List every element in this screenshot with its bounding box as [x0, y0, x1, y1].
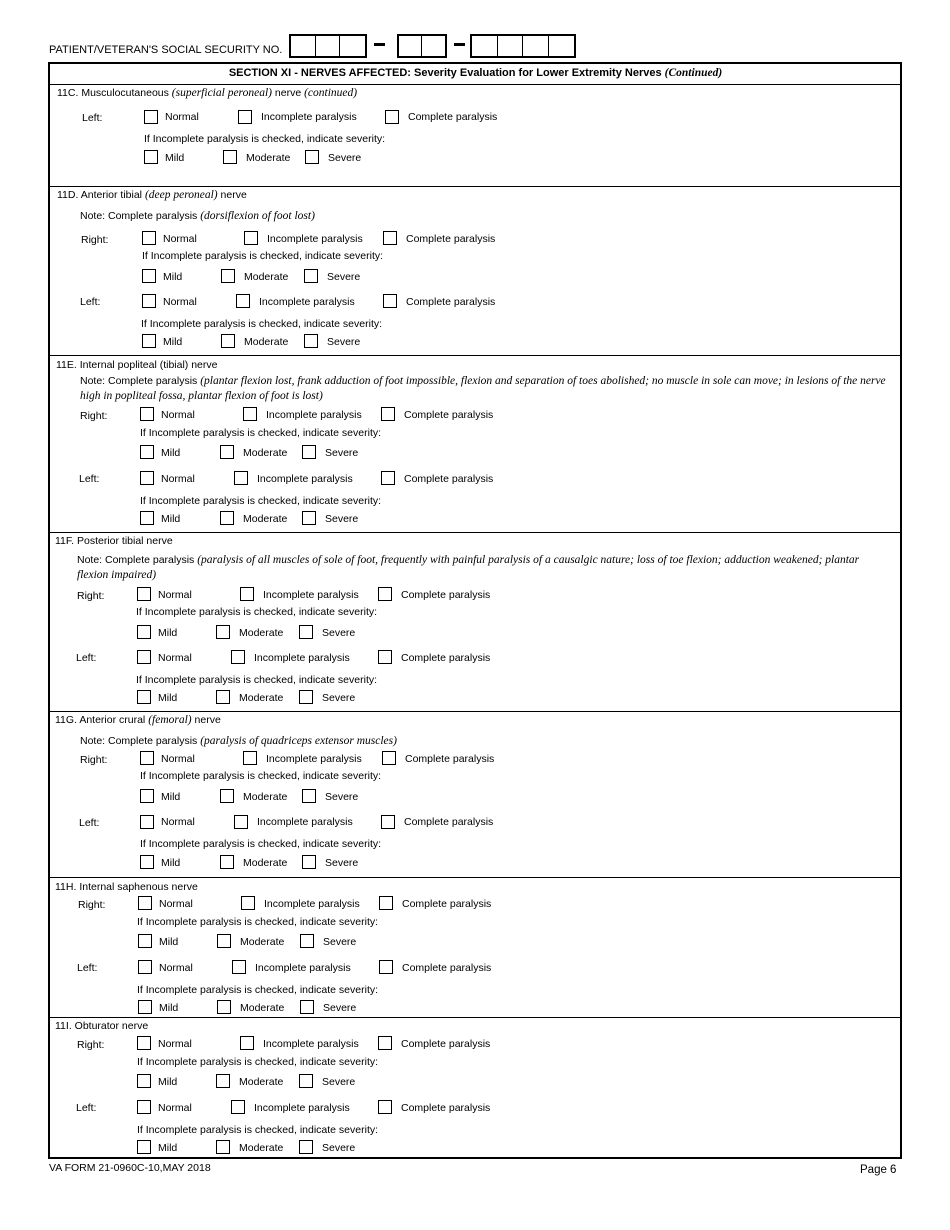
severity-moderate-label: Moderate — [239, 692, 284, 704]
option-complete-label: Complete paralysis — [404, 816, 494, 828]
checkbox-11e-right-complete[interactable] — [381, 407, 395, 421]
option-complete-label: Complete paralysis — [408, 111, 498, 123]
checkbox-11f-right-complete[interactable] — [378, 587, 392, 601]
option-complete-label: Complete paralysis — [401, 589, 491, 601]
option-normal-label: Normal — [161, 409, 195, 421]
nerve-11d-note-a: Note: Complete paralysis — [80, 210, 201, 222]
checkbox-11h-left-moderate[interactable] — [217, 1000, 231, 1014]
checkbox-11d-right-normal[interactable] — [142, 231, 156, 245]
option-incomplete-label: Incomplete paralysis — [254, 1102, 350, 1114]
severity-moderate-label: Moderate — [240, 1002, 285, 1014]
checkbox-11c-left-normal[interactable] — [144, 110, 158, 124]
checkbox-11i-right-complete[interactable] — [378, 1036, 392, 1050]
severity-severe-label: Severe — [327, 336, 361, 348]
severity-prompt: If Incomplete paralysis is checked, indicate severity: — [136, 674, 378, 686]
nerve-11f-note — [77, 553, 889, 583]
severity-moderate-label: Moderate — [243, 447, 288, 459]
severity-mild-label: Mild — [158, 692, 178, 704]
checkbox-11d-right-mild[interactable] — [142, 269, 156, 283]
option-incomplete-label: Incomplete paralysis — [264, 898, 360, 910]
option-complete-label: Complete paralysis — [401, 1102, 491, 1114]
severity-prompt: If Incomplete paralysis is checked, indicate severity: — [140, 427, 382, 439]
checkbox-11g-left-normal[interactable] — [140, 815, 154, 829]
nerve-11d-title — [57, 189, 247, 202]
severity-moderate-label: Moderate — [243, 857, 288, 869]
option-normal-label: Normal — [158, 1038, 192, 1050]
severity-prompt: If Incomplete paralysis is checked, indicate severity: — [137, 1056, 379, 1068]
checkbox-11g-left-severe[interactable] — [302, 855, 316, 869]
nerve-11g-note-a: Note: Complete paralysis — [80, 735, 201, 747]
checkbox-11d-left-moderate[interactable] — [221, 334, 235, 348]
checkbox-11f-right-moderate[interactable] — [216, 625, 230, 639]
section-title — [49, 67, 902, 80]
nerve-11i-title: 11I. Obturator nerve — [55, 1020, 149, 1032]
checkbox-11h-right-complete[interactable] — [379, 896, 393, 910]
ssn-part-2-input[interactable] — [397, 34, 447, 58]
severity-severe-label: Severe — [323, 1002, 357, 1014]
severity-mild-label: Mild — [161, 513, 181, 525]
checkbox-11c-left-moderate[interactable] — [223, 150, 237, 164]
option-normal-label: Normal — [161, 816, 195, 828]
severity-mild-label: Mild — [158, 1076, 178, 1088]
section-title-continued: (Continued) — [664, 67, 723, 79]
checkbox-11d-right-incomplete[interactable] — [244, 231, 258, 245]
checkbox-11f-left-incomplete[interactable] — [231, 650, 245, 664]
checkbox-11h-right-severe[interactable] — [300, 934, 314, 948]
nerve-11c-title-c: nerve — [271, 87, 305, 99]
checkbox-11e-left-severe[interactable] — [302, 511, 316, 525]
checkbox-11i-right-normal[interactable] — [137, 1036, 151, 1050]
option-complete-label: Complete paralysis — [401, 1038, 491, 1050]
severity-prompt: If Incomplete paralysis is checked, indicate severity: — [140, 495, 382, 507]
severity-mild-label: Mild — [159, 1002, 179, 1014]
option-normal-label: Normal — [161, 753, 195, 765]
checkbox-11i-left-severe[interactable] — [299, 1140, 313, 1154]
nerve-11c-title-b: (superficial peroneal) — [171, 87, 272, 99]
severity-severe-label: Severe — [322, 1142, 356, 1154]
checkbox-11h-left-severe[interactable] — [300, 1000, 314, 1014]
option-normal-label: Normal — [158, 589, 192, 601]
side-label-left: Left: — [76, 1102, 97, 1114]
severity-prompt: If Incomplete paralysis is checked, indicate severity: — [136, 606, 378, 618]
checkbox-11d-right-moderate[interactable] — [221, 269, 235, 283]
divider — [49, 355, 902, 356]
severity-moderate-label: Moderate — [243, 513, 288, 525]
option-complete-label: Complete paralysis — [402, 898, 492, 910]
side-label-right: Right: — [80, 410, 108, 422]
severity-moderate-label: Moderate — [239, 627, 284, 639]
side-label-left: Left: — [77, 962, 98, 974]
checkbox-11h-left-normal[interactable] — [138, 960, 152, 974]
severity-severe-label: Severe — [327, 271, 361, 283]
nerve-11e-note-a: Note: Complete paralysis — [80, 375, 201, 387]
severity-severe-label: Severe — [325, 791, 359, 803]
checkbox-11e-right-normal[interactable] — [140, 407, 154, 421]
option-incomplete-label: Incomplete paralysis — [267, 233, 363, 245]
side-label-left: Left: — [79, 473, 100, 485]
nerve-11g-note-b: (paralysis of quadriceps extensor muscles) — [200, 735, 397, 747]
severity-prompt: If Incomplete paralysis is checked, indicate severity: — [141, 318, 383, 330]
checkbox-11g-left-incomplete[interactable] — [234, 815, 248, 829]
divider — [49, 84, 902, 85]
severity-prompt: If Incomplete paralysis is checked, indicate severity: — [137, 984, 379, 996]
severity-mild-label: Mild — [161, 857, 181, 869]
checkbox-11d-right-complete[interactable] — [383, 231, 397, 245]
checkbox-11e-right-mild[interactable] — [140, 445, 154, 459]
checkbox-11h-right-incomplete[interactable] — [241, 896, 255, 910]
checkbox-11d-left-incomplete[interactable] — [236, 294, 250, 308]
checkbox-11c-left-incomplete[interactable] — [238, 110, 252, 124]
checkbox-11d-left-severe[interactable] — [304, 334, 318, 348]
nerve-11g-title-c: nerve — [191, 714, 221, 726]
checkbox-11d-left-complete[interactable] — [383, 294, 397, 308]
checkbox-11f-left-complete[interactable] — [378, 650, 392, 664]
nerve-11f-note-b: (paralysis of all muscles of sole of foot, frequently with painful paralysis of a causalgic nature; loss of toe flexion; adduction weakened; plantar flexion impaired) — [77, 554, 860, 581]
option-incomplete-label: Incomplete paralysis — [257, 816, 353, 828]
option-complete-label: Complete paralysis — [404, 473, 494, 485]
checkbox-11g-left-complete[interactable] — [381, 815, 395, 829]
checkbox-11f-left-severe[interactable] — [299, 690, 313, 704]
checkbox-11e-left-complete[interactable] — [381, 471, 395, 485]
side-label-right: Right: — [80, 754, 108, 766]
option-complete-label: Complete paralysis — [406, 296, 496, 308]
nerve-11d-note — [80, 210, 315, 223]
severity-mild-label: Mild — [163, 336, 183, 348]
option-normal-label: Normal — [163, 296, 197, 308]
nerve-11d-title-b: (deep peroneal) — [144, 189, 218, 201]
checkbox-11e-left-moderate[interactable] — [220, 511, 234, 525]
checkbox-11i-left-complete[interactable] — [378, 1100, 392, 1114]
divider — [49, 532, 902, 533]
checkbox-11d-left-normal[interactable] — [142, 294, 156, 308]
option-normal-label: Normal — [158, 652, 192, 664]
option-incomplete-label: Incomplete paralysis — [261, 111, 357, 123]
side-label-left: Left: — [80, 296, 101, 308]
checkbox-11g-right-normal[interactable] — [140, 751, 154, 765]
nerve-11d-note-b: (dorsiflexion of foot lost) — [200, 210, 315, 222]
checkbox-11e-left-normal[interactable] — [140, 471, 154, 485]
nerve-11e-note-b: (plantar flexion lost, frank adduction of foot impossible, flexion and separation of toes abolished; no muscle in sole can move; in lesions of the nerve high in popliteal fossa, plantar flexion of foot is lost) — [80, 375, 886, 402]
nerve-11d-title-c: nerve — [217, 189, 247, 201]
option-complete-label: Complete paralysis — [405, 753, 495, 765]
checkbox-11e-left-incomplete[interactable] — [234, 471, 248, 485]
option-normal-label: Normal — [165, 111, 199, 123]
option-incomplete-label: Incomplete paralysis — [259, 296, 355, 308]
nerve-11f-title: 11F. Posterior tibial nerve — [55, 535, 173, 547]
divider — [49, 877, 902, 878]
option-incomplete-label: Incomplete paralysis — [266, 409, 362, 421]
nerve-11d-title-a: 11D. Anterior tibial — [57, 189, 145, 201]
ssn-dash-1 — [374, 43, 385, 46]
nerve-11g-note — [80, 735, 397, 748]
severity-mild-label: Mild — [161, 447, 181, 459]
ssn-dash-2 — [454, 43, 465, 46]
side-label-left: Left: — [79, 817, 100, 829]
side-label-right: Right: — [78, 899, 106, 911]
side-label-left: Left: — [82, 112, 103, 124]
severity-severe-label: Severe — [325, 447, 359, 459]
checkbox-11c-left-complete[interactable] — [385, 110, 399, 124]
checkbox-11g-left-moderate[interactable] — [220, 855, 234, 869]
checkbox-11i-left-incomplete[interactable] — [231, 1100, 245, 1114]
checkbox-11f-left-mild[interactable] — [137, 690, 151, 704]
option-normal-label: Normal — [161, 473, 195, 485]
section-title-main: SECTION XI - NERVES AFFECTED: Severity Evaluation for Lower Extremity Nerves — [228, 67, 665, 79]
severity-severe-label: Severe — [322, 692, 356, 704]
severity-moderate-label: Moderate — [239, 1076, 284, 1088]
checkbox-11g-left-mild[interactable] — [140, 855, 154, 869]
severity-mild-label: Mild — [158, 1142, 178, 1154]
checkbox-11g-right-mild[interactable] — [140, 789, 154, 803]
checkbox-11h-right-mild[interactable] — [138, 934, 152, 948]
severity-severe-label: Severe — [322, 627, 356, 639]
checkbox-11i-right-moderate[interactable] — [216, 1074, 230, 1088]
checkbox-11i-right-mild[interactable] — [137, 1074, 151, 1088]
option-normal-label: Normal — [159, 962, 193, 974]
option-complete-label: Complete paralysis — [402, 962, 492, 974]
checkbox-11h-left-mild[interactable] — [138, 1000, 152, 1014]
severity-prompt: If Incomplete paralysis is checked, indicate severity: — [140, 838, 382, 850]
nerve-11c-title — [57, 87, 357, 100]
side-label-right: Right: — [81, 234, 109, 246]
checkbox-11e-right-incomplete[interactable] — [243, 407, 257, 421]
checkbox-11i-right-incomplete[interactable] — [240, 1036, 254, 1050]
divider — [49, 186, 902, 187]
option-complete-label: Complete paralysis — [404, 409, 494, 421]
nerve-11e-title: 11E. Internal popliteal (tibial) nerve — [56, 359, 218, 371]
option-incomplete-label: Incomplete paralysis — [257, 473, 353, 485]
checkbox-11c-left-mild[interactable] — [144, 150, 158, 164]
nerve-11f-note-a: Note: Complete paralysis — [77, 554, 198, 566]
severity-moderate-label: Moderate — [239, 1142, 284, 1154]
nerve-11c-title-d: (continued) — [304, 87, 358, 99]
checkbox-11h-right-normal[interactable] — [138, 896, 152, 910]
checkbox-11f-left-normal[interactable] — [137, 650, 151, 664]
severity-severe-label: Severe — [325, 857, 359, 869]
severity-mild-label: Mild — [159, 936, 179, 948]
checkbox-11e-left-mild[interactable] — [140, 511, 154, 525]
checkbox-11i-right-severe[interactable] — [299, 1074, 313, 1088]
severity-prompt: If Incomplete paralysis is checked, indicate severity: — [144, 133, 386, 145]
severity-severe-label: Severe — [323, 936, 357, 948]
side-label-right: Right: — [77, 590, 105, 602]
severity-mild-label: Mild — [161, 791, 181, 803]
severity-severe-label: Severe — [325, 513, 359, 525]
option-incomplete-label: Incomplete paralysis — [254, 652, 350, 664]
checkbox-11g-right-incomplete[interactable] — [243, 751, 257, 765]
divider — [49, 711, 902, 712]
nerve-11c-title-a: 11C. Musculocutaneous — [57, 87, 172, 99]
checkbox-11g-right-severe[interactable] — [302, 789, 316, 803]
checkbox-11h-left-complete[interactable] — [379, 960, 393, 974]
checkbox-11d-right-severe[interactable] — [304, 269, 318, 283]
checkbox-11g-right-moderate[interactable] — [220, 789, 234, 803]
nerve-11g-title-a: 11G. Anterior crural — [55, 714, 149, 726]
severity-mild-label: Mild — [158, 627, 178, 639]
form-id: VA FORM 21-0960C-10,MAY 2018 — [49, 1162, 211, 1174]
severity-severe-label: Severe — [322, 1076, 356, 1088]
checkbox-11i-left-normal[interactable] — [137, 1100, 151, 1114]
checkbox-11f-right-incomplete[interactable] — [240, 587, 254, 601]
option-incomplete-label: Incomplete paralysis — [266, 753, 362, 765]
checkbox-11h-left-incomplete[interactable] — [232, 960, 246, 974]
severity-prompt: If Incomplete paralysis is checked, indicate severity: — [137, 1124, 379, 1136]
checkbox-11d-left-mild[interactable] — [142, 334, 156, 348]
option-incomplete-label: Incomplete paralysis — [263, 1038, 359, 1050]
checkbox-11f-right-mild[interactable] — [137, 625, 151, 639]
severity-moderate-label: Moderate — [244, 271, 289, 283]
option-incomplete-label: Incomplete paralysis — [255, 962, 351, 974]
severity-mild-label: Mild — [163, 271, 183, 283]
page-number: Page 6 — [860, 1164, 897, 1176]
severity-moderate-label: Moderate — [240, 936, 285, 948]
checkbox-11e-right-severe[interactable] — [302, 445, 316, 459]
checkbox-11f-left-moderate[interactable] — [216, 690, 230, 704]
ssn-part-3-input[interactable] — [470, 34, 576, 58]
nerve-11e-note — [80, 374, 890, 404]
option-complete-label: Complete paralysis — [401, 652, 491, 664]
option-complete-label: Complete paralysis — [406, 233, 496, 245]
side-label-left: Left: — [76, 652, 97, 664]
option-normal-label: Normal — [163, 233, 197, 245]
nerve-11g-title-b: (femoral) — [148, 714, 192, 726]
checkbox-11f-right-normal[interactable] — [137, 587, 151, 601]
option-normal-label: Normal — [158, 1102, 192, 1114]
severity-prompt: If Incomplete paralysis is checked, indicate severity: — [137, 916, 379, 928]
side-label-right: Right: — [77, 1039, 105, 1051]
checkbox-11i-left-moderate[interactable] — [216, 1140, 230, 1154]
checkbox-11g-right-complete[interactable] — [382, 751, 396, 765]
severity-severe-label: Severe — [328, 152, 362, 164]
severity-moderate-label: Moderate — [246, 152, 291, 164]
checkbox-11f-right-severe[interactable] — [299, 625, 313, 639]
nerve-11h-title: 11H. Internal saphenous nerve — [55, 881, 198, 893]
ssn-label: PATIENT/VETERAN'S SOCIAL SECURITY NO. — [49, 44, 283, 56]
checkbox-11e-right-moderate[interactable] — [220, 445, 234, 459]
checkbox-11h-right-moderate[interactable] — [217, 934, 231, 948]
severity-moderate-label: Moderate — [244, 336, 289, 348]
checkbox-11i-left-mild[interactable] — [137, 1140, 151, 1154]
option-incomplete-label: Incomplete paralysis — [263, 589, 359, 601]
option-normal-label: Normal — [159, 898, 193, 910]
ssn-part-1-input[interactable] — [289, 34, 367, 58]
checkbox-11c-left-severe[interactable] — [305, 150, 319, 164]
divider — [49, 1017, 902, 1018]
severity-moderate-label: Moderate — [243, 791, 288, 803]
severity-mild-label: Mild — [165, 152, 185, 164]
nerve-11g-title — [55, 714, 221, 727]
severity-prompt: If Incomplete paralysis is checked, indicate severity: — [140, 770, 382, 782]
severity-prompt: If Incomplete paralysis is checked, indicate severity: — [142, 250, 384, 262]
